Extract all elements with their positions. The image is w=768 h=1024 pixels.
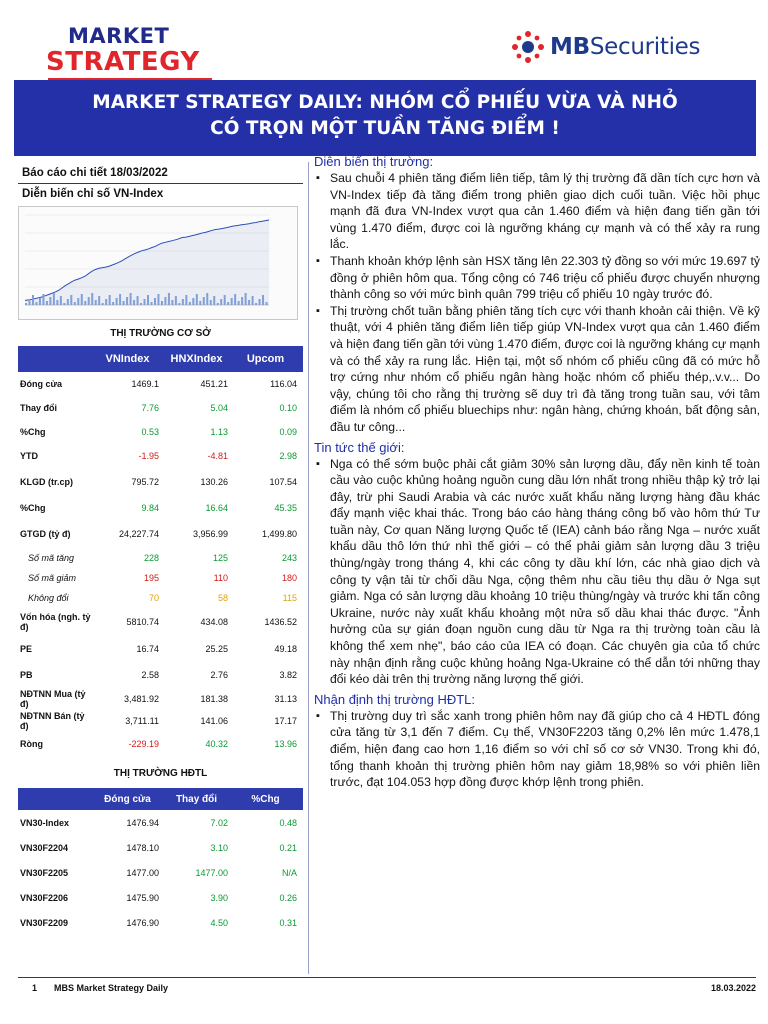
chart-volume-bar (28, 299, 30, 305)
table-row (18, 885, 303, 910)
table-row (18, 496, 303, 520)
mb-securities-logo (510, 27, 700, 67)
chart-volume-bar (150, 302, 152, 305)
bullet-item: ▪ Sau chuỗi 4 phiên tăng điểm liên tiếp, tâm lý thị trường đã dần tích cực hơn và VN-Index tiếp đà tăng điểm trong phiên giao dịch cuối tuần. Việc hồi phục mạnh đã đưa VN-Index vượt qua cản 1.460 điểm và hiện đang tiến gần tới vùng 1.470 điểm, được coi là ngưỡng kháng cự mạnh và có thể xảy ra rung lắc. (314, 170, 760, 253)
mbs-star-icon (510, 29, 546, 65)
table-cell: 228 (143, 553, 159, 563)
table-cell: 451.21 (200, 379, 228, 389)
row-label: VN30F2206 (20, 892, 69, 903)
table-cell: 3.90 (210, 892, 228, 903)
section-title: Diễn biến thị trường: (314, 154, 434, 169)
chart-volume-bar (175, 296, 177, 305)
header-close: Đóng cửa (104, 793, 151, 805)
row-label: Số mã tăng (28, 553, 75, 563)
base-market-header (18, 346, 303, 372)
table-cell: 180 (281, 573, 297, 583)
chart-volume-bar (130, 293, 132, 305)
table-cell: 3,956.99 (192, 529, 228, 539)
chart-volume-bar (241, 297, 243, 305)
chart-volume-bar (168, 293, 170, 305)
vnindex-chart-svg (19, 207, 299, 321)
table-row (18, 636, 303, 662)
chart-volume-bar (49, 297, 51, 305)
table-cell: 17.17 (274, 716, 297, 726)
derivatives-header (18, 788, 303, 810)
table-cell: 181.38 (200, 694, 228, 704)
chart-volume-bar (266, 302, 268, 305)
table-cell: 0.48 (279, 817, 297, 828)
table-cell: 3.10 (210, 842, 228, 853)
chart-volume-bar (77, 298, 79, 305)
chart-volume-bar (245, 293, 247, 305)
chart-volume-bar (234, 294, 236, 305)
table-cell: 1476.90 (126, 917, 159, 928)
row-label: VN30F2204 (20, 842, 69, 853)
table-cell: 0.26 (279, 892, 297, 903)
derivatives-table (18, 810, 303, 935)
chart-volume-bar (192, 298, 194, 305)
table-cell: 16.74 (136, 644, 159, 654)
table-row (18, 396, 303, 420)
table-cell: -4.81 (207, 451, 228, 461)
chart-volume-bar (144, 299, 146, 305)
table-cell: 0.31 (279, 917, 297, 928)
banner-line-2: CÓ TRỌN MỘT TUẦN TĂNG ĐIỂM ! (210, 118, 560, 139)
table-cell: 3,481.92 (123, 694, 159, 704)
market-strategy-logo (46, 24, 200, 77)
report-date: Báo cáo chi tiết 18/03/2022 (18, 162, 303, 184)
chart-volume-bar (35, 302, 37, 305)
row-label: NĐTNN Mua (tỷ đ) (20, 689, 86, 709)
row-label: VN30-Index (20, 817, 70, 828)
row-label: Đóng cửa (20, 379, 63, 389)
row-label: Vốn hóa (ngh. tỷ đ) (20, 612, 91, 632)
base-market-table (18, 372, 303, 756)
table-row (18, 835, 303, 860)
commentary-column (314, 150, 760, 791)
bullet-item: ▪ Thị trường duy trì sắc xanh trong phiên hôm nay đã giúp cho cả 4 HĐTL đóng cửa tăng từ 3,1 đến 7 điểm. Cụ thể, VN30F2203 tăng 0,2% lên mức 1.478,1 điểm, hiện đang cao hơn 1,16 điểm so với chỉ số cơ sở VN30. Trong khi đó, tổng thanh khoản thị trường phiên hôm nay giảm 18,98% so với phiên liền trước, đạt 104.053 hợp đồng được khớp lệnh trong phiên. (314, 708, 760, 791)
footer-date: 18.03.2022 (710, 983, 756, 993)
table-cell: 1,499.80 (261, 529, 297, 539)
table-row (18, 910, 303, 935)
chart-volume-bar (252, 296, 254, 305)
row-label: %Chg (20, 427, 46, 437)
table-cell: 24,227.74 (118, 529, 159, 539)
chart-volume-bar (157, 294, 159, 305)
table-cell: 13.96 (274, 739, 297, 749)
bullet-list (314, 708, 760, 791)
chart-volume-bar (116, 298, 118, 305)
table-cell: 125 (212, 553, 228, 563)
table-cell: 1477.00 (126, 867, 159, 878)
row-label: Ròng (20, 739, 43, 749)
row-label: %Chg (20, 503, 46, 513)
table-cell: 795.72 (131, 477, 159, 487)
table-cell: 141.06 (200, 716, 228, 726)
chart-volume-bar (123, 301, 125, 305)
chart-volume-bar (227, 302, 229, 305)
table-row (18, 710, 303, 732)
chart-volume-bar (112, 302, 114, 305)
table-cell: -229.19 (128, 739, 159, 749)
row-label: VN30F2209 (20, 917, 69, 928)
table-cell: -1.95 (138, 451, 159, 461)
footer-report-name: MBS Market Strategy Daily (54, 983, 169, 993)
table-cell: 5.04 (210, 403, 228, 413)
header-upcom: Upcom (246, 353, 285, 365)
table-row (18, 420, 303, 444)
chart-volume-bar (32, 295, 34, 305)
table-cell: 1476.94 (126, 817, 159, 828)
table-cell: 45.35 (274, 503, 297, 513)
table-cell: N/A (281, 867, 297, 878)
table-cell: 49.18 (274, 644, 297, 654)
bullet-item: ▪ Thị trường chốt tuần bằng phiên tăng tích cực với thanh khoản cải thiện. Về kỹ thuật, với 4 phiên tăng điểm liên tiếp giúp VN-Index vượt qua cản 1.460 điểm và hiện đang tiến gần tới vùng 1.470 điểm, được coi là ngưỡng kháng cự mạnh và có thể xảy ra rung lắc. Hiện tại, một số nhóm cổ phiếu cũng đã có mức hỗ trợ cứng như nhóm cổ phiếu ngân hàng hoặc nhóm cổ phiếu thép,.v.v... Do vậy, chúng tôi cho rằng thị trường sẽ duy trì đà tăng trong tuần sau, với tâm điểm là nhóm cổ phiếu bluechips như: ngân hàng, chứng khoán, bất động sản, đầu tư công... (314, 303, 760, 436)
chart-volume-bar (161, 301, 163, 305)
chart-volume-bar (154, 298, 156, 305)
header-hnxindex: HNXIndex (170, 353, 223, 365)
table-cell: 9.84 (141, 503, 159, 513)
chart-volume-bar (109, 295, 111, 305)
chart-volume-bar (248, 300, 250, 305)
chart-volume-bar (95, 300, 97, 305)
table-cell: 16.64 (205, 503, 228, 513)
chart-volume-bar (196, 294, 198, 305)
row-label: YTD (20, 451, 38, 461)
chart-volume-bar (137, 296, 139, 305)
table-cell: 2.98 (279, 451, 297, 461)
table-cell: 130.26 (200, 477, 228, 487)
column-divider (308, 162, 309, 974)
page-number: 1 (32, 983, 38, 993)
mbs-wordmark: MBSecurities (550, 34, 701, 60)
chart-volume-bar (46, 301, 48, 305)
table-cell: 5810.74 (126, 617, 159, 627)
table-cell: 1469.1 (131, 379, 159, 389)
table-cell: 31.13 (274, 694, 297, 704)
chart-volume-bar (210, 300, 212, 305)
chart-volume-bar (56, 300, 58, 305)
bullet-list (314, 456, 760, 688)
table-cell: 3.82 (279, 670, 297, 680)
table-cell: 7.76 (141, 403, 159, 413)
table-row (18, 548, 303, 568)
chart-volume-bar (220, 299, 222, 305)
chart-volume-bar (262, 295, 264, 305)
chart-volume-bar (39, 298, 41, 305)
table-row (18, 608, 303, 636)
chart-volume-bar (203, 297, 205, 305)
row-label: PE (20, 644, 33, 654)
chart-title: Diễn biến chỉ số VN-Index (22, 188, 164, 200)
table-row (18, 520, 303, 548)
chart-volume-bar (147, 295, 149, 305)
table-cell: 1477.00 (195, 867, 228, 878)
table-row (18, 468, 303, 496)
table-row (18, 732, 303, 756)
chart-volume-bar (70, 295, 72, 305)
table-cell: 1436.52 (264, 617, 297, 627)
row-label: Không đổi (28, 593, 69, 603)
table-cell: 243 (281, 553, 297, 563)
header-vnindex: VNIndex (105, 353, 150, 365)
table-cell: 25.25 (205, 644, 228, 654)
chart-volume-bar (88, 297, 90, 305)
chart-volume-bar (105, 299, 107, 305)
bullet-item: ▪ Nga có thể sớm buộc phải cắt giảm 30% sản lượng dầu, đẩy nền kinh tế toàn cầu vào cuộc khủng hoảng nguồn cung dầu lớn nhất trong nhiều thập kỷ trở lại đây, trừ phi Saudi Arabia và các nước xuất khẩu năng lượng hàng đầu khác đẩy mạnh việc khai thác. Trong báo cáo hàng tháng công bố vào hôm thứ Tư tuần này, Cơ quan Năng lượng Quốc tế (IEA) cảnh báo rằng Nga – nước xuất khẩu dầu thô lớn thứ nhì thế giới – có thể phải giảm sản lượng dầu 3 triệu thùng/ngày trong tháng 4, khi các công ty dầu khí lớn, các nhà giao dịch và công ty vận tải từ chối dầu Nga, cộng thêm nhu cầu tiêu thụ dầu ở Nga sụt giảm. Nga có sản lượng dầu khoảng 10 triệu thùng/ngày và trước khi tấn công Ukraine, nước này xuất khẩu khoảng một nửa số dầu khai thác được. "Ảnh hưởng của sự gián đoạn nguồn cung dầu từ Nga ra thị trường toàn cầu là không thể xem nhẹ", báo cáo của IEA có đoạn. Các chuyên gia của tổ chức này nhận định rằng cuộc khủng hoảng Nga-Ukraine có thể dẫn tới những thay đổi kéo dài trên thị trường năng lượng thế giới. (314, 456, 760, 688)
table-cell: 2.76 (210, 670, 228, 680)
left-column (18, 162, 303, 935)
table-cell: 0.09 (279, 427, 297, 437)
row-label: Thay đổi (20, 403, 58, 413)
chart-volume-bar (164, 297, 166, 305)
header-change: Thay đổi (175, 793, 218, 805)
chart-volume-bar (91, 293, 93, 305)
chart-volume-bar (206, 293, 208, 305)
table-cell: 2.58 (141, 670, 159, 680)
logo-line-2: STRATEGY (46, 47, 200, 77)
chart-volume-bar (60, 296, 62, 305)
bullet-item: ▪ Thanh khoản khớp lệnh sàn HSX tăng lên 22.303 tỷ đồng so với mức 19.697 tỷ đồng ở phiên hôm qua. Tổng cộng có 746 triệu cổ phiếu được chuyển nhượng thành công so với mức bình quân 799 triệu cổ phiếu 10 ngày trước đó. (314, 253, 760, 303)
derivatives-title: THỊ TRƯỜNG HĐTL (113, 768, 208, 779)
chart-volume-bar (224, 295, 226, 305)
table-cell: 116.04 (270, 379, 297, 389)
chart-volume-bar (185, 295, 187, 305)
table-row (18, 662, 303, 688)
chart-volume-bar (119, 294, 121, 305)
chart-volume-bar (231, 298, 233, 305)
chart-volume-bar (199, 301, 201, 305)
chart-volume-bar (133, 300, 135, 305)
table-row (18, 810, 303, 835)
table-cell: 70 (148, 593, 159, 603)
table-cell: 4.50 (210, 917, 228, 928)
footer-divider (18, 977, 756, 978)
table-cell: 115 (282, 593, 297, 603)
table-row (18, 568, 303, 588)
bullet-list (314, 170, 760, 436)
chart-volume-bar (259, 299, 261, 305)
table-row (18, 588, 303, 608)
chart-volume-bar (42, 294, 44, 305)
row-label: GTGD (tỷ đ) (20, 529, 71, 539)
section-title: Nhận định thị trường HĐTL: (314, 691, 476, 707)
table-cell: 1.13 (210, 427, 228, 437)
row-label: NĐTNN Bán (tỷ đ) (20, 711, 85, 731)
table-cell: 110 (213, 573, 228, 583)
report-title-banner (14, 80, 756, 156)
vnindex-chart (18, 206, 298, 320)
table-row (18, 444, 303, 468)
table-cell: 58 (217, 593, 228, 603)
table-cell: 7.02 (210, 817, 228, 828)
row-label: VN30F2205 (20, 867, 69, 878)
chart-volume-bar (182, 299, 184, 305)
chart-volume-bar (84, 301, 86, 305)
table-cell: 1478.10 (126, 842, 159, 853)
logo-line-1: MARKET (68, 24, 170, 48)
chart-volume-bar (81, 294, 83, 305)
chart-volume-bar (238, 301, 240, 305)
table-cell: 0.21 (279, 842, 297, 853)
chart-volume-bar (213, 296, 215, 305)
banner-line-1: MARKET STRATEGY DAILY: NHÓM CỔ PHIẾU VỪA VÀ NHỎ (92, 92, 678, 113)
table-row (18, 372, 303, 396)
chart-volume-bar (53, 293, 55, 305)
table-row (18, 688, 303, 710)
table-cell: 3,711.11 (125, 716, 159, 726)
page-footer (18, 983, 756, 993)
table-cell: 107.54 (269, 477, 297, 487)
chart-volume-bar (126, 297, 128, 305)
chart-volume-bar (189, 302, 191, 305)
table-cell: 1475.90 (126, 892, 159, 903)
table-cell: 434.08 (200, 617, 228, 627)
chart-volume-bar (98, 296, 100, 305)
table-cell: 195 (143, 573, 159, 583)
chart-volume-bar (67, 299, 69, 305)
table-cell: 40.32 (205, 739, 228, 749)
row-label: Số mã giảm (28, 573, 77, 583)
table-cell: 0.10 (279, 403, 297, 413)
section-title: Tin tức thế giới: (314, 439, 405, 455)
chart-volume-bar (171, 300, 173, 305)
table-cell: 0.53 (141, 427, 159, 437)
row-label: KLGD (tr.cp) (20, 477, 73, 487)
base-market-title: THỊ TRƯỜNG CƠ SỞ (110, 328, 211, 339)
table-row (18, 860, 303, 885)
row-label: PB (20, 670, 33, 680)
header-pct-change: %Chg (251, 793, 280, 805)
chart-volume-bar (74, 302, 76, 305)
